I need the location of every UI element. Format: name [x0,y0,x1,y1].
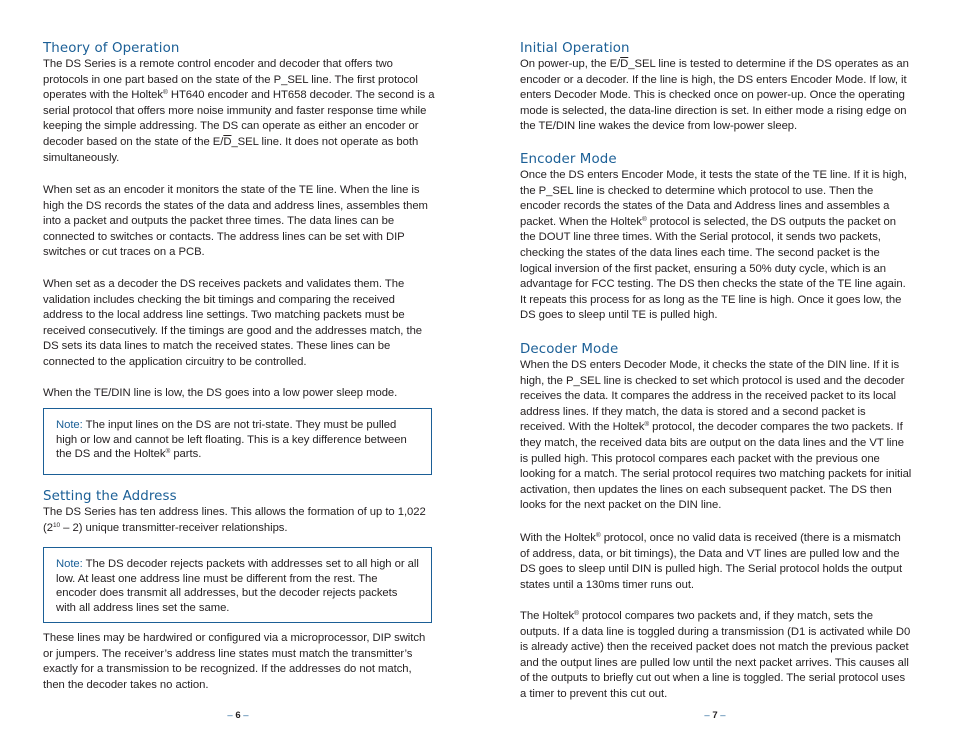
encoder-mode-section [520,152,912,324]
address-paragraph-1: The DS Series has ten address lines. This allows the formation of up to 1,022 $(2^{10} - 2)$ unique transmitter-receiver relationships. [43,506,426,534]
note-label: Note: [56,558,83,570]
initial-operation-section [520,41,912,135]
tristate-note-text: Note: The input lines on the DS are not tri-state. They must be pulled high or low and cannot be left floating. This is a key difference between the DS and the Holtek® parts. [56,419,407,461]
address-note-text: Note: The DS decoder rejects packets with addresses set to all high or all low. At least one address line must be different from the rest. The encoder does transmit all addresses, but the decoder rejects packets with all address lines set the same. [56,558,419,614]
initial-operation-heading: Initial Operation [520,41,630,56]
address-note-box [43,547,432,623]
theory-paragraph-3: When set as a decoder the DS receives packets and validates them. The validation includes checking the bit timings and comparing the received address to the local address line settings. Two matching packets must be received consecutively. If the timings are good and the addresses match, the DS sets its data lines to match the received states. These lines can be connected to the application circuitry to be controlled. [43,278,423,368]
theory-paragraph-2: When set as an encoder it monitors the state of the TE line. When the line is high the DS records the states of the data and address lines, assembles them into a packet and outputs the packet three times. The data lines can be connected to switches or contacts. The address lines can be set with DIP switches or cut traces on a PCB. [43,184,428,259]
theory-section [43,41,435,166]
theory-paragraph-1: The DS Series is a remote control encoder and decoder that offers two protocols in one part based on the state of the P_SEL line. The first protocol operates with the Holtek® HT640 encoder and HT658 decoder. The second is a serial protocol that offers more noise immunity and faster response time while keeping the simple addressing. The DS can operate as either an encoder or decoder based on the state of the $E/\overline{D}\_SEL$ line. It does not operate as both simultaneously. [43,58,435,164]
right-page [520,0,912,738]
address-paragraph-2: These lines may be hardwired or configured via a microprocessor, DIP switch or jumpers. The receiver’s address line states must match the transmitter’s exactly for a transmission to be recognized. If the addresses do not match, then the decoder takes no action. [43,632,426,691]
decoder-mode-heading: Decoder Mode [520,342,619,357]
address-heading: Setting the Address [43,489,177,504]
decoder-mode-paragraph-1: When the DS enters Decoder Mode, it checks the state of the DIN line. If it is high, the P_SEL line is checked to set which protocol is used and the decoder receives the data. It compares the address in the received packet to its local address lines. If they match, the data is stored and a second packet is received. With the Holtek® protocol, the decoder compares the two packets. If they match, the received data bits are output on the data lines and the VT line is pulled high. This protocol compares each packet with the previous one looking for a match. The serial protocol requires two matching packets for initial activation, then updates the lines on each subsequent packet. The DS then looks for the next packet on the DIN line. [520,359,912,512]
theory-heading: Theory of Operation [43,41,180,56]
encoder-mode-paragraph: Once the DS enters Encoder Mode, it tests the state of the TE line. If it is high, the P_SEL line is checked to determine which protocol to use. Then the encoder records the states of the Data and Address lines and assembles a packet. When the Holtek® protocol is selected, the DS outputs the packet on the DOUT line three times. With the Serial protocol, it sends two packets, checking the states of the data lines each time. The second packet is the logical inversion of the first packet, ensuring a 50% duty cycle, which is an advantage for FCC testing. The DS then checks the state of the TE line again. It repeats this process for as long as the TE line is high. Once it goes low, the DS goes to sleep until TE is pulled high. [520,169,907,322]
page-number-right: – 7 – [704,710,726,721]
decoder-mode-paragraph-2: With the Holtek® protocol, once no valid data is received (there is a mismatch of address, data, or bit timings), the Data and VT lines are pulled low and the DS goes to sleep until DIN is pulled high. The Serial protocol holds the output states until a 130ms timer runs out. [520,532,903,591]
theory-paragraph-4: When the TE/DIN line is low, the DS goes into a low power sleep mode. [43,387,398,399]
encoder-mode-heading: Encoder Mode [520,152,617,167]
decoder-mode-paragraph-3: The Holtek® protocol compares two packets and, if they match, sets the outputs. If a data line is toggled during a transmission (D1 is activated while D0 is already active) then the received packet does not match the previous packet and the output lines are pulled low until the next packet arrives. This causes all of the outputs to briefly cut out when a line is toggled. The serial protocol uses a timer to prevent this cut out. [520,610,911,700]
decoder-mode-section [520,342,912,514]
address-section [43,489,435,536]
left-page [43,0,435,738]
tristate-note-box [43,408,432,475]
page-number-left: – 6 – [227,710,249,721]
note-label: Note: [56,419,83,431]
initial-operation-paragraph: On power-up, the $E/\overline{D}\_SEL$ line is tested to determine if the DS operates as an encoder or a decoder. If the line is high, the DS enters Encoder Mode. If low, it enters Decoder Mode. This is checked once on power-up. Once the operating mode is selected, the data-line direction is set. In either mode a rising edge on the TE/DIN line wakes the device from low-power sleep. [520,58,909,133]
